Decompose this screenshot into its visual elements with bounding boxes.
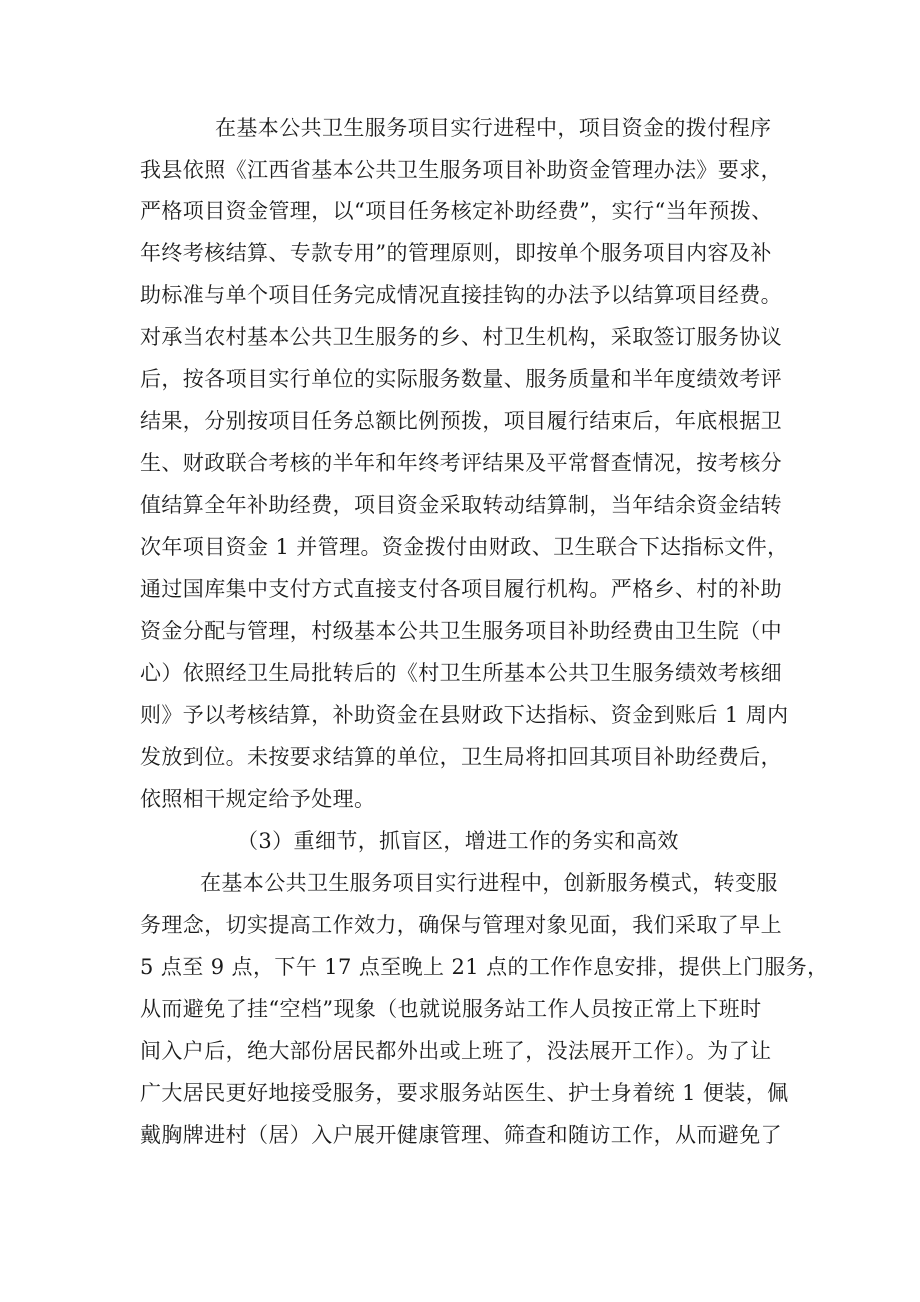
text-line: 资金分配与管理，村级基本公共卫生服务项目补助经费由卫生院（中 xyxy=(140,619,782,643)
text-line: 务理念，切实提高工作效力，确保与管理对象见面，我们采取了早上 xyxy=(140,913,782,937)
text-line: 心）依照经卫生局批转后的《村卫生所基本公共卫生服务绩效考核细 xyxy=(140,661,782,685)
text-line: 年终考核结算、专款专用”的管理原则，即按单个服务项目内容及补 xyxy=(140,241,772,265)
text-line: 广大居民更好地接受服务，要求服务站医生、护士身着统 1 便装，佩 xyxy=(140,1081,789,1105)
text-line: 对承当农村基本公共卫生服务的乡、村卫生机构，采取签订服务协议 xyxy=(140,325,782,349)
text-line: 后，按各项目实行单位的实际服务数量、服务质量和半年度绩效考评 xyxy=(140,367,782,391)
text-line: 戴胸牌进村（居）入户展开健康管理、筛查和随访工作，从而避免了 xyxy=(140,1123,782,1147)
section-heading: （3）重细节，抓盲区，增进工作的务实和高效 xyxy=(237,829,679,853)
text-line: 在基本公共卫生服务项目实行进程中，创新服务模式，转变服 xyxy=(200,871,778,895)
text-line: 则》予以考核结算，补助资金在县财政下达指标、资金到账后 1 周内 xyxy=(140,703,789,727)
text-line: 生、财政联合考核的半年和年终考评结果及平常督查情况，按考核分 xyxy=(140,451,782,475)
text-line: 发放到位。未按要求结算的单位，卫生局将扣回其项目补助经费后， xyxy=(140,745,782,769)
text-line: 值结算全年补助经费，项目资金采取转动结算制，当年结余资金结转 xyxy=(140,493,782,517)
text-line: 我县依照《江西省基本公共卫生服务项目补助资金管理办法》要求， xyxy=(140,158,782,182)
text-line: 次年项目资金 1 并管理。资金拨付由财政、卫生联合下达指标文件， xyxy=(140,535,789,559)
text-line: 严格项目资金管理，以“项目任务核定补助经费”，实行“当年预拨、 xyxy=(140,199,773,223)
text-line: 助标准与单个项目任务完成情况直接挂钩的办法予以结算项目经费。 xyxy=(140,283,782,307)
text-line: 在基本公共卫生服务项目实行进程中，项目资金的拨付程序 xyxy=(215,116,772,140)
text-line: 依照相干规定给予处理。 xyxy=(140,787,376,811)
text-line: 5 点至 9 点，下午 17 点至晚上 21 点的工作作息安排，提供上门服务， xyxy=(140,955,829,979)
text-line: 通过国库集中支付方式直接支付各项目履行机构。严格乡、村的补助 xyxy=(140,577,782,601)
text-line: 从而避免了挂“空档”现象（也就说服务站工作人员按正常上下班时 xyxy=(140,997,762,1021)
text-line: 间入户后，绝大部份居民都外出或上班了，没法展开工作）。为了让 xyxy=(140,1039,772,1063)
text-line: 结果，分别按项目任务总额比例预拨，项目履行结束后，年底根据卫 xyxy=(140,409,782,433)
